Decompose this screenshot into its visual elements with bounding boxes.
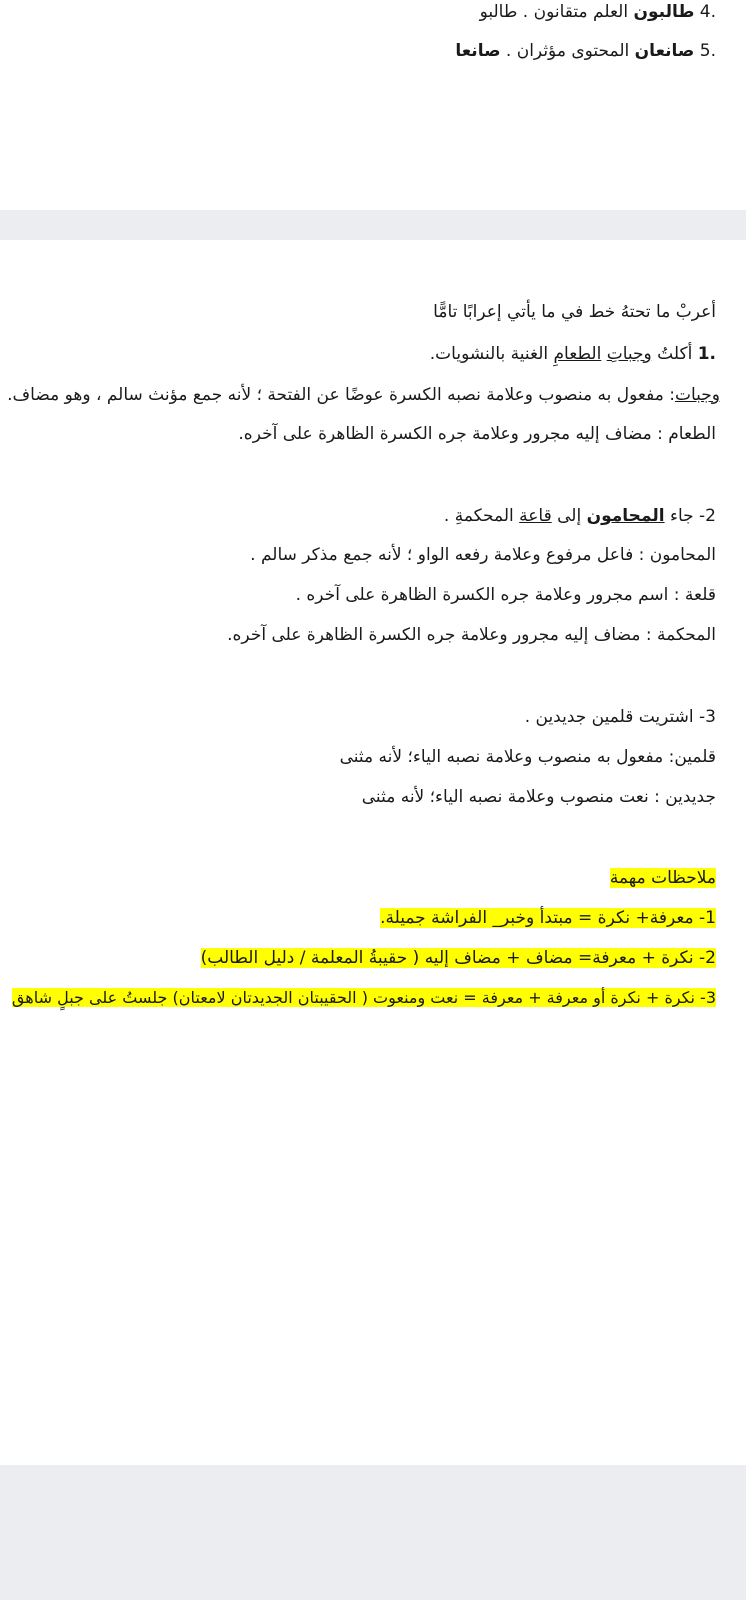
note-1 (380, 906, 716, 930)
question-3 (525, 705, 716, 729)
note-3 (12, 986, 716, 1010)
note-2-text: نكرة + معرفة= مضاف + مضاف إليه ( حقيبةُ المعلمة / دليل الطالب) (200, 948, 694, 968)
document-page-1 (0, 0, 746, 210)
question-1-post: الغنية بالنشويات. (429, 344, 554, 364)
question-2-answer-3: المحكمة : مضاف إليه مجرور وعلامة جره الكسرة الظاهرة على آخره. (227, 625, 716, 645)
answer-1-text: : مفعول به منصوب وعلامة نصبه الكسرة عوضًا عن الفتحة ؛ لأنه جمع مؤنث سالم ، وهو مضاف. (7, 385, 675, 405)
item-5-bold-word: صانعان (634, 41, 695, 61)
question-2-answer-2: قلعة : اسم مجرور وعلامة جره الكسرة الظاهرة على آخره . (295, 585, 716, 605)
question-3-answer-1: قلمين: مفعول به منصوب وعلامة نصبه الياء؛ لأنه مثنى (339, 747, 716, 767)
answer-1-label: وجبات (674, 385, 720, 405)
item-4-text: العلم متقانون . طالبو (479, 2, 634, 22)
question-1-answer-2: الطعام : مضاف إليه مجرور وعلامة جره الكسرة الظاهرة على آخره. (238, 424, 716, 444)
notes-title-text: ملاحظات مهمة (609, 868, 716, 888)
note-1-number: -1 (699, 908, 716, 928)
document-page-2 (0, 240, 746, 1465)
note-2 (201, 946, 716, 970)
instruction: أعربْ ما تحتهُ خط في ما يأتي إعرابًا تامًّا (433, 302, 716, 322)
item-5-number: 5. (699, 41, 716, 61)
item-5 (455, 39, 716, 63)
question-1-pre: أكلتُ (651, 344, 693, 364)
note-2-highlight (201, 948, 716, 968)
question-2-pre: جاء (664, 506, 694, 526)
note-1-text: معرفة+ نكرة = مبتدأ وخبر_ الفراشة جميلة. (380, 908, 694, 928)
question-1-answer-1 (7, 383, 720, 407)
question-3-answer-2: جديدين : نعت منصوب وعلامة نصبه الياء؛ لأنه مثنى (361, 787, 716, 807)
note-2-number: -2 (699, 948, 716, 968)
item-4-bold-word: طالبون (633, 2, 695, 22)
item-5-tail-word: صانعا (455, 41, 501, 61)
item-4 (480, 0, 716, 24)
question-2-number: -2 (699, 506, 716, 526)
question-1-number: 1. (697, 344, 716, 364)
notes-title (610, 866, 716, 890)
question-2-post: المحكمةِ . (443, 506, 520, 526)
question-3-text: اشتريت قلمين جديدين . (524, 707, 694, 727)
note-1-highlight (380, 908, 716, 928)
note-3-text: نكرة + نكرة أو معرفة + معرفة = نعت ومنعوت ( الحقيبتان الجديدتان لامعتان) جلستُ على جبلٍ شاهق (11, 988, 695, 1007)
question-1-underlined-2: الطعامِ (553, 344, 602, 364)
item-5-text: المحتوى مؤثران . (500, 41, 635, 61)
question-1 (430, 342, 716, 366)
question-2 (444, 504, 716, 528)
note-3-number: -3 (700, 988, 716, 1007)
question-2-mid: إلى (551, 506, 587, 526)
note-3-highlight (12, 988, 716, 1007)
question-2-answer-1: المحامون : فاعل مرفوع وعلامة رفعه الواو ؛ لأنه جمع مذكر سالم . (250, 545, 716, 565)
question-2-underlined-2: قاعة (519, 506, 552, 526)
question-2-underlined-1: المحامون (586, 506, 665, 526)
question-1-underlined-1: وجباتِ (606, 344, 652, 364)
item-4-number: 4. (699, 2, 716, 22)
question-3-number: -3 (699, 707, 716, 727)
